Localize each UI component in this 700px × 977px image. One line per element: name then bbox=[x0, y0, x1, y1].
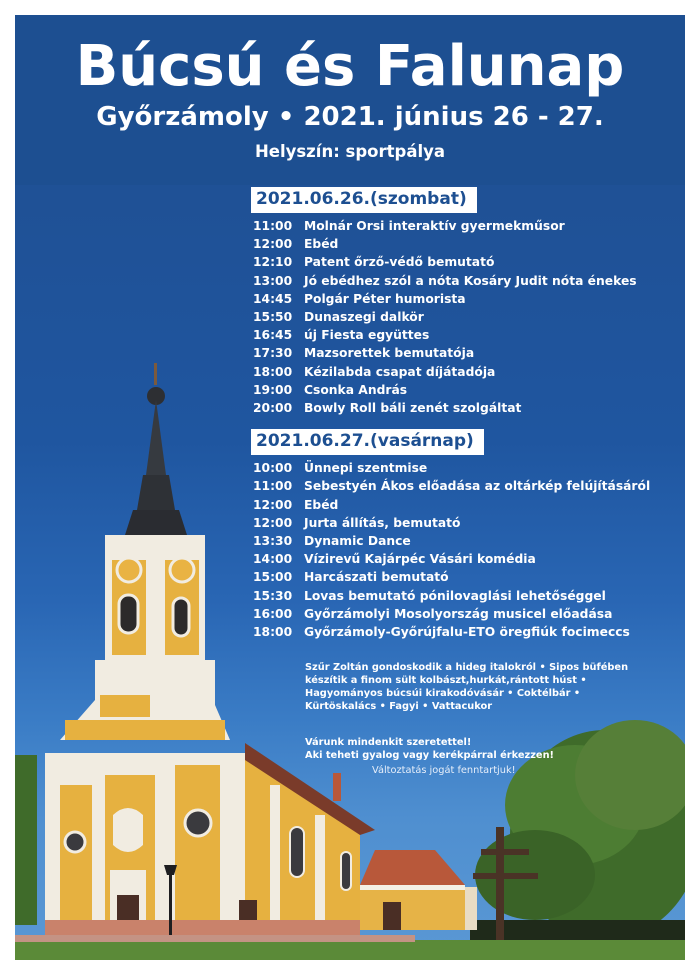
schedule bbox=[251, 187, 681, 651]
event-row bbox=[251, 568, 681, 586]
event-poster bbox=[15, 15, 685, 960]
event-subtitle: Győrzámoly • 2021. június 26 - 27. bbox=[96, 102, 604, 132]
event-row bbox=[251, 363, 681, 381]
event-row bbox=[251, 217, 681, 235]
day-sunday bbox=[251, 429, 681, 641]
event-time: 15:00 bbox=[253, 570, 293, 585]
event-title: Ebéd bbox=[304, 497, 339, 512]
event-time: 14:45 bbox=[253, 291, 293, 306]
event-title: Polgár Péter humorista bbox=[304, 291, 466, 306]
event-time: 12:10 bbox=[253, 255, 293, 270]
event-row bbox=[251, 272, 681, 290]
food-line: készítik a finom sült kolbászt,hurkát,rántott húst • bbox=[305, 675, 587, 686]
header-band bbox=[15, 15, 685, 185]
event-time: 11:00 bbox=[253, 479, 293, 494]
food-line: Szűr Zoltán gondoskodik a hideg italokról • Sipos büfében bbox=[305, 662, 629, 673]
event-row bbox=[251, 308, 681, 326]
event-title: Mazsorettek bemutatója bbox=[304, 346, 475, 361]
event-time: 18:00 bbox=[253, 364, 293, 379]
food-info bbox=[305, 661, 645, 713]
event-row bbox=[251, 605, 681, 623]
event-title: Győrzámolyi Mosolyország musicel előadása bbox=[304, 606, 613, 621]
event-row bbox=[251, 344, 681, 362]
day-label: 2021.06.27.(vasárnap) bbox=[251, 429, 484, 455]
event-location: Helyszín: sportpálya bbox=[254, 142, 446, 161]
event-time: 17:30 bbox=[253, 346, 293, 361]
event-title: új Fiesta együttes bbox=[304, 328, 430, 343]
event-title: Búcsú és Falunap bbox=[75, 34, 625, 99]
event-row bbox=[251, 587, 681, 605]
path bbox=[15, 935, 415, 942]
event-list bbox=[251, 217, 681, 417]
event-row bbox=[251, 253, 681, 271]
event-time: 11:00 bbox=[253, 219, 293, 233]
lawn bbox=[15, 940, 685, 960]
event-row bbox=[251, 477, 681, 495]
event-time: 12:00 bbox=[253, 237, 293, 252]
event-row bbox=[251, 290, 681, 308]
event-title: Csonka András bbox=[304, 382, 408, 397]
event-row bbox=[251, 496, 681, 514]
event-title: Ünnepi szentmise bbox=[304, 461, 428, 476]
event-time: 14:00 bbox=[253, 552, 293, 567]
event-title: Patent őrző-védő bemutató bbox=[304, 255, 495, 270]
event-title: Jurta állítás, bemutató bbox=[304, 515, 461, 530]
parish-house bbox=[360, 850, 477, 930]
event-row bbox=[251, 326, 681, 344]
event-title: Dynamic Dance bbox=[304, 534, 411, 549]
event-row bbox=[251, 514, 681, 532]
event-row bbox=[251, 623, 681, 641]
left-tree bbox=[15, 755, 37, 925]
event-title: Jó ebédhez szól a nóta Kosáry Judit nóta énekes bbox=[304, 273, 637, 288]
event-time: 15:50 bbox=[253, 310, 293, 325]
event-title: Sebestyén Ákos előadása az oltárkép felújításáról bbox=[304, 479, 651, 494]
day-saturday bbox=[251, 187, 681, 417]
day-label: 2021.06.26.(szombat) bbox=[251, 187, 477, 213]
event-row bbox=[251, 550, 681, 568]
event-title: Vízirevű Kajárpéc Vásári komédia bbox=[304, 552, 536, 567]
food-line: Hagyományos búcsúi kirakodóvásár • Coktélbár • bbox=[305, 688, 581, 699]
event-row bbox=[251, 399, 681, 417]
event-row bbox=[251, 459, 681, 477]
event-time: 19:00 bbox=[253, 382, 293, 397]
event-title: Ebéd bbox=[304, 237, 339, 252]
event-title: Bowly Roll báli zenét szolgáltat bbox=[304, 401, 522, 416]
event-title: Molnár Orsi interaktív gyermekműsor bbox=[304, 219, 565, 233]
food-line: Kürtöskalács • Fagyi • Vattacukor bbox=[305, 701, 493, 712]
event-title: Dunaszegi dalkör bbox=[304, 310, 424, 325]
event-time: 13:00 bbox=[253, 273, 293, 288]
event-row bbox=[251, 532, 681, 550]
welcome-line: Aki teheti gyalog vagy kerékpárral érkezzen! bbox=[305, 750, 555, 761]
event-time: 10:00 bbox=[253, 461, 293, 476]
event-time: 13:30 bbox=[253, 534, 293, 549]
event-title: Harcászati bemutató bbox=[304, 570, 449, 585]
event-row bbox=[251, 235, 681, 253]
event-list bbox=[251, 459, 681, 641]
welcome-message bbox=[305, 736, 645, 762]
event-time: 16:00 bbox=[253, 606, 293, 621]
event-title: Lovas bemutató pónilovaglási lehetőséggel bbox=[304, 588, 606, 603]
event-title: Győrzámoly-Győrújfalu-ETO öregfiúk focimeccs bbox=[304, 625, 630, 640]
event-time: 12:00 bbox=[253, 497, 293, 512]
event-time: 20:00 bbox=[253, 401, 293, 416]
event-row bbox=[251, 381, 681, 399]
event-title: Kézilabda csapat díjátadója bbox=[304, 364, 496, 379]
event-time: 18:00 bbox=[253, 625, 293, 640]
event-time: 12:00 bbox=[253, 515, 293, 530]
event-time: 16:45 bbox=[253, 328, 293, 343]
event-time: 15:30 bbox=[253, 588, 293, 603]
welcome-line: Várunk mindenkit szeretettel! bbox=[305, 737, 472, 748]
disclaimer: Változtatás jogát fenntartjuk! bbox=[372, 765, 516, 776]
